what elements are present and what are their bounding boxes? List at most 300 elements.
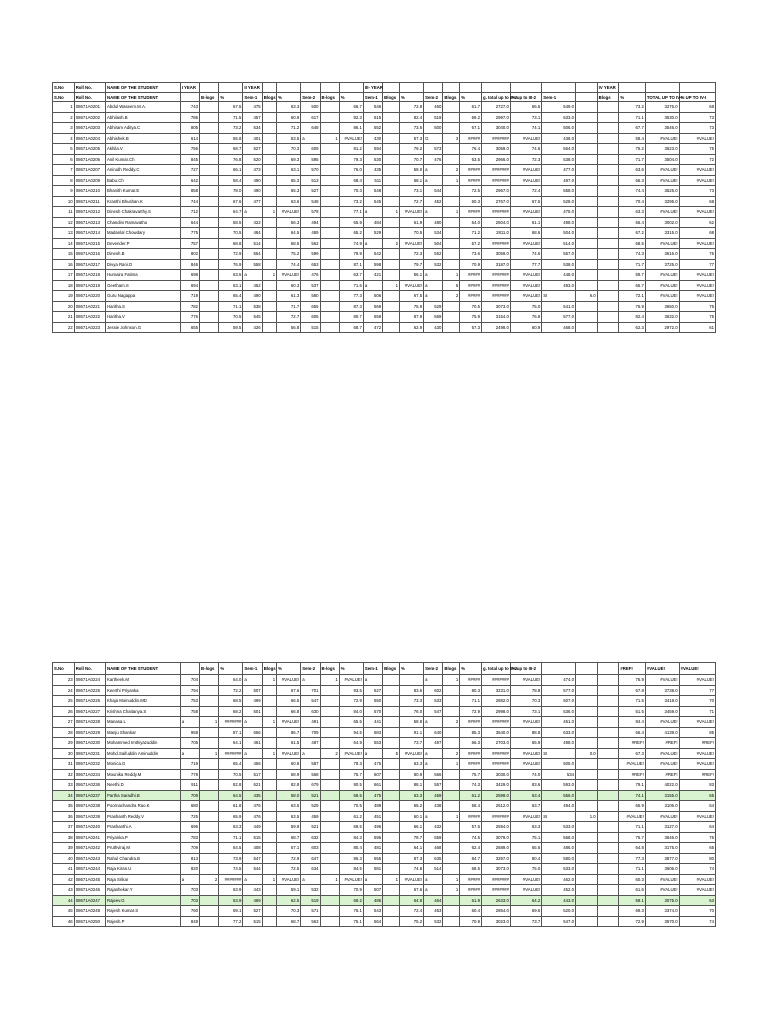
table-cell: 538 bbox=[243, 301, 262, 312]
table-cell: 16 bbox=[53, 259, 75, 270]
table-row bbox=[53, 175, 716, 186]
table-cell: 08671A0218 bbox=[74, 270, 105, 281]
table-cell: 497.0 bbox=[542, 175, 576, 186]
table-cell bbox=[383, 154, 400, 165]
table-cell bbox=[575, 916, 597, 927]
table-cell: 461 bbox=[243, 738, 262, 749]
table-cell bbox=[200, 175, 219, 186]
table-cell: 78.3 bbox=[339, 759, 363, 770]
table-cell: 719 bbox=[180, 291, 199, 302]
table-cell bbox=[383, 822, 400, 833]
table-cell: ####### bbox=[481, 280, 510, 291]
table-cell: 3187.0 bbox=[481, 259, 510, 270]
year-header-row bbox=[53, 83, 716, 93]
table-cell: 3059.0 bbox=[481, 249, 510, 260]
table-row bbox=[53, 270, 716, 281]
table-cell: 6 bbox=[53, 154, 75, 165]
table-cell: 80.9 bbox=[400, 769, 424, 780]
table-cell: 74 bbox=[679, 916, 715, 927]
header-cell: Blogs bbox=[383, 93, 400, 102]
table-cell: 63.3 bbox=[400, 759, 424, 770]
table-cell: #VALUE! bbox=[510, 885, 541, 896]
table-cell bbox=[575, 207, 597, 218]
table-cell bbox=[443, 780, 460, 791]
header-cell: Sem-1 bbox=[363, 93, 382, 102]
table-row bbox=[53, 123, 716, 134]
table-cell: Anirudh Reddy.C bbox=[106, 165, 181, 176]
table-cell: 547 bbox=[424, 706, 443, 717]
table-cell bbox=[597, 822, 619, 833]
table-cell: Rahul Chandra.B bbox=[106, 853, 181, 864]
table-cell: 72.9 bbox=[460, 706, 482, 717]
table-cell: 552 bbox=[363, 123, 382, 134]
header-cell: % bbox=[277, 93, 301, 102]
header-cell bbox=[542, 83, 576, 93]
table-cell: ####### bbox=[481, 759, 510, 770]
table-cell: #VALUE! bbox=[645, 207, 679, 218]
table-cell: 505.0 bbox=[542, 759, 576, 770]
table-cell bbox=[262, 196, 276, 207]
table-cell: 87.9 bbox=[400, 312, 424, 323]
header-cell: Blogs bbox=[597, 93, 619, 102]
table-cell: 73.2 bbox=[219, 123, 243, 134]
table-cell bbox=[320, 196, 339, 207]
table-cell bbox=[383, 301, 400, 312]
table-cell: 481 bbox=[363, 843, 382, 854]
table-cell: 73.3 bbox=[400, 696, 424, 707]
table-cell: 29 bbox=[53, 738, 75, 749]
table-cell: 13 bbox=[53, 228, 75, 239]
table-cell bbox=[262, 154, 276, 165]
table-cell: 533.0 bbox=[542, 822, 576, 833]
table-cell: G bbox=[424, 133, 443, 144]
table-cell: a bbox=[243, 207, 262, 218]
table-cell: 08671A0250 bbox=[74, 916, 105, 927]
table-row bbox=[53, 780, 716, 791]
table-cell: 513 bbox=[301, 175, 320, 186]
table-cell: 56.1 bbox=[400, 270, 424, 281]
table-cell: 86.3 bbox=[339, 853, 363, 864]
table-cell: 760 bbox=[180, 906, 199, 917]
table-cell: 63 bbox=[679, 895, 715, 906]
table-row bbox=[53, 822, 716, 833]
table-cell: 443.0 bbox=[542, 895, 576, 906]
table-cell: a bbox=[363, 675, 382, 686]
table-cell: Raja Srikar bbox=[106, 874, 181, 885]
table-row bbox=[53, 801, 716, 812]
table-cell bbox=[597, 228, 619, 239]
table-cell: 532 bbox=[301, 885, 320, 896]
table-cell: 68.2 bbox=[219, 706, 243, 717]
table-cell: 08671A0243 bbox=[74, 853, 105, 864]
header-cell: IV YEAR bbox=[597, 83, 619, 93]
table-cell bbox=[262, 685, 276, 696]
table-cell bbox=[597, 270, 619, 281]
table-cell: 709 bbox=[180, 790, 199, 801]
table-cell: 701 bbox=[301, 685, 320, 696]
table-cell: 62.9 bbox=[400, 322, 424, 333]
table-cell: 3231.0 bbox=[481, 685, 510, 696]
table-cell: 430 bbox=[363, 133, 382, 144]
table-cell: 59.9 bbox=[277, 822, 301, 833]
table-cell: 3002.0 bbox=[645, 217, 679, 228]
table-cell bbox=[320, 864, 339, 875]
table-cell: 71.6 bbox=[339, 280, 363, 291]
table-cell: 08671A0212 bbox=[74, 207, 105, 218]
table-cell: ####### bbox=[481, 165, 510, 176]
table-cell bbox=[575, 696, 597, 707]
table-cell: 88.1 bbox=[400, 780, 424, 791]
table-cell: 39 bbox=[53, 843, 75, 854]
table-cell: 75.9 bbox=[400, 301, 424, 312]
table-cell: 568.0 bbox=[542, 832, 576, 843]
table-cell: 527 bbox=[243, 906, 262, 917]
table-cell bbox=[597, 259, 619, 270]
table-cell: 3418.0 bbox=[645, 696, 679, 707]
table-cell bbox=[200, 301, 219, 312]
header-cell: Blogs bbox=[263, 94, 276, 100]
table-cell: 72.2 bbox=[219, 685, 243, 696]
table-cell: #VALUE! bbox=[645, 280, 679, 291]
table-cell: a bbox=[301, 748, 320, 759]
table-cell: 846 bbox=[180, 259, 199, 270]
table-cell bbox=[383, 906, 400, 917]
table-cell: ##### bbox=[460, 175, 482, 186]
table-cell bbox=[320, 238, 339, 249]
table-cell bbox=[262, 885, 276, 896]
table-cell: a bbox=[243, 717, 262, 728]
table-cell bbox=[400, 675, 424, 686]
table-cell bbox=[383, 112, 400, 123]
table-cell: ##### bbox=[460, 748, 482, 759]
table-row bbox=[53, 738, 716, 749]
table-cell: 642 bbox=[180, 175, 199, 186]
header-cell bbox=[320, 83, 339, 93]
table-cell: Abhilash.B bbox=[106, 112, 181, 123]
table-cell bbox=[383, 780, 400, 791]
table-cell: a bbox=[363, 238, 382, 249]
table-cell: 08671A0214 bbox=[74, 228, 105, 239]
table-cell bbox=[575, 186, 597, 197]
table-cell: 72.7 bbox=[277, 312, 301, 323]
table-cell bbox=[443, 144, 460, 155]
table-cell bbox=[575, 853, 597, 864]
table-cell: 530 bbox=[363, 154, 382, 165]
table-cell bbox=[575, 801, 597, 812]
table-cell bbox=[262, 322, 276, 333]
table-cell: Humaira Fatima bbox=[106, 270, 181, 281]
table-cell: 529 bbox=[424, 301, 443, 312]
table-cell: 41 bbox=[53, 864, 75, 875]
table-cell: 65.5 bbox=[339, 717, 363, 728]
table-cell: a bbox=[301, 874, 320, 885]
table-cell: 655 bbox=[180, 322, 199, 333]
table-cell: 536.0 bbox=[542, 706, 576, 717]
table-cell bbox=[320, 727, 339, 738]
table-cell: 3315.0 bbox=[645, 228, 679, 239]
header-cell bbox=[679, 83, 715, 93]
table-cell: 70.3 bbox=[277, 906, 301, 917]
table-cell: a bbox=[363, 874, 382, 885]
table-cell: #VALUE! bbox=[645, 874, 679, 885]
table-cell bbox=[262, 801, 276, 812]
table-cell: 564 bbox=[363, 916, 382, 927]
table-cell: SI bbox=[542, 811, 576, 822]
table-cell bbox=[597, 165, 619, 176]
table-cell bbox=[443, 123, 460, 134]
table-cell: 75.9 bbox=[460, 312, 482, 323]
table-cell: 61.8 bbox=[219, 801, 243, 812]
table-cell: 564 bbox=[243, 249, 262, 260]
table-cell bbox=[443, 112, 460, 123]
table-cell: Keerthi Priyanka bbox=[106, 685, 181, 696]
table-cell: 59.1 bbox=[277, 885, 301, 896]
header-cell bbox=[277, 83, 301, 93]
table-cell: 63.5 bbox=[219, 270, 243, 281]
sheet-page-1 bbox=[52, 82, 716, 333]
table-cell: 703 bbox=[180, 895, 199, 906]
table-cell bbox=[383, 228, 400, 239]
table-cell: 68.8 bbox=[219, 238, 243, 249]
table-cell: 88.8 bbox=[510, 727, 541, 738]
table-cell: 569 bbox=[363, 301, 382, 312]
table-cell bbox=[200, 738, 219, 749]
header-cell: NAME OF THE STUDENT bbox=[106, 83, 181, 93]
table-cell: 68 bbox=[679, 228, 715, 239]
table-row bbox=[53, 885, 716, 896]
table-cell: Abhishek.B bbox=[106, 133, 181, 144]
table-cell: 476 bbox=[243, 801, 262, 812]
table-cell: 64.8 bbox=[400, 895, 424, 906]
header-cell bbox=[645, 83, 679, 93]
table-cell: ####### bbox=[481, 207, 510, 218]
table-cell bbox=[443, 685, 460, 696]
table-cell: 778 bbox=[180, 769, 199, 780]
table-cell: 607 bbox=[363, 769, 382, 780]
table-cell: a bbox=[363, 748, 382, 759]
table-cell: 486 bbox=[363, 895, 382, 906]
table-cell: 2504.0 bbox=[481, 217, 510, 228]
table-cell: 23 bbox=[53, 675, 75, 686]
table-row bbox=[53, 186, 716, 197]
header-cell: B-logs bbox=[200, 663, 219, 675]
table-cell bbox=[443, 727, 460, 738]
table-cell bbox=[443, 217, 460, 228]
table-cell: ####### bbox=[481, 133, 510, 144]
table-cell: 520.0 bbox=[542, 906, 576, 917]
table-cell: 76.8 bbox=[219, 154, 243, 165]
table-cell: #VALUE! bbox=[510, 291, 541, 302]
table-cell: 500 bbox=[301, 102, 320, 113]
table-cell: a bbox=[243, 675, 262, 686]
table-cell: 2633.0 bbox=[481, 895, 510, 906]
table-cell bbox=[597, 853, 619, 864]
table-cell bbox=[262, 738, 276, 749]
table-cell bbox=[443, 843, 460, 854]
table-cell: 64.9 bbox=[339, 738, 363, 749]
table-cell: ####### bbox=[219, 874, 243, 885]
table-cell: a bbox=[243, 270, 262, 281]
table-cell: 3059.0 bbox=[481, 144, 510, 155]
table-cell: 491 bbox=[301, 717, 320, 728]
table-cell bbox=[383, 322, 400, 333]
table-cell: 544 bbox=[243, 864, 262, 875]
table-cell: 74.9 bbox=[339, 238, 363, 249]
table-cell: 2 bbox=[443, 717, 460, 728]
table-cell: #VALUE! bbox=[400, 238, 424, 249]
table-cell: 1 bbox=[262, 874, 276, 885]
table-row bbox=[53, 217, 716, 228]
table-cell: 70.5 bbox=[219, 769, 243, 780]
table-cell: 3030.0 bbox=[481, 769, 510, 780]
table-cell: 452 bbox=[243, 280, 262, 291]
table-cell: 08671A0220 bbox=[74, 291, 105, 302]
table-cell: 90.5 bbox=[339, 780, 363, 791]
table-cell: 72.9 bbox=[219, 249, 243, 260]
table-cell bbox=[320, 112, 339, 123]
table-cell bbox=[262, 864, 276, 875]
table-cell: 26 bbox=[53, 706, 75, 717]
table-cell: 32 bbox=[53, 769, 75, 780]
table-cell: 76.4 bbox=[460, 144, 482, 155]
table-cell bbox=[597, 874, 619, 885]
table-cell: 558 bbox=[243, 259, 262, 270]
table-cell: 61.5 bbox=[277, 738, 301, 749]
table-cell: 08671A0230 bbox=[74, 738, 105, 749]
table-cell: 70.3 bbox=[277, 144, 301, 155]
table-cell bbox=[262, 832, 276, 843]
table-cell bbox=[383, 801, 400, 812]
table-cell: 8 bbox=[53, 175, 75, 186]
table-cell: 549.0 bbox=[542, 102, 576, 113]
table-cell bbox=[200, 196, 219, 207]
table-cell: 521 bbox=[301, 790, 320, 801]
table-cell: 73.6 bbox=[400, 123, 424, 134]
table-cell bbox=[320, 123, 339, 134]
table-cell: #VALUE! bbox=[510, 165, 541, 176]
header-cell: % bbox=[339, 93, 363, 102]
table-cell: ##### bbox=[460, 280, 482, 291]
table-cell: 20 bbox=[53, 301, 75, 312]
table-cell: 65.6 bbox=[510, 843, 541, 854]
table-cell: 59.7 bbox=[619, 270, 646, 281]
table-cell: 38 bbox=[53, 832, 75, 843]
table-cell: 58.0 bbox=[400, 165, 424, 176]
table-cell: a bbox=[180, 874, 199, 885]
table-cell: 476 bbox=[424, 154, 443, 165]
table-cell: 3738.0 bbox=[645, 685, 679, 696]
table-cell: 474.0 bbox=[542, 675, 576, 686]
table-cell: 08671A0238 bbox=[74, 801, 105, 812]
table-cell: 958 bbox=[180, 727, 199, 738]
table-cell: 480 bbox=[424, 217, 443, 228]
table-cell bbox=[383, 123, 400, 134]
table-cell: #VALUE! bbox=[645, 175, 679, 186]
table-cell: 75 bbox=[679, 832, 715, 843]
table-cell: 59.1 bbox=[619, 895, 646, 906]
table-cell: 65.3 bbox=[277, 186, 301, 197]
header-cell: B-logs bbox=[320, 93, 339, 102]
table-cell bbox=[443, 312, 460, 323]
table-cell: 593.0 bbox=[542, 780, 576, 791]
header-cell: g. total up to III-2 bbox=[482, 94, 518, 100]
table-cell: 477.0 bbox=[542, 165, 576, 176]
table-cell bbox=[262, 843, 276, 854]
table-cell bbox=[200, 238, 219, 249]
table-cell: 2997.0 bbox=[481, 112, 510, 123]
table-cell: 679 bbox=[301, 780, 320, 791]
table-cell: 1.0 bbox=[575, 811, 597, 822]
table-cell bbox=[383, 144, 400, 155]
table-cell: 532 bbox=[424, 916, 443, 927]
table-cell: #VALUE! bbox=[510, 717, 541, 728]
table-cell: Babu.Ch bbox=[106, 175, 181, 186]
table-cell: 08671A0225 bbox=[74, 685, 105, 696]
table-cell: 70.3 bbox=[339, 186, 363, 197]
table-cell: 501 bbox=[243, 706, 262, 717]
table-cell bbox=[443, 228, 460, 239]
table-cell: 566 bbox=[424, 769, 443, 780]
table-cell: 71.7 bbox=[619, 154, 646, 165]
table-cell bbox=[320, 217, 339, 228]
table-cell bbox=[597, 832, 619, 843]
table-row bbox=[53, 154, 716, 165]
table-cell: a bbox=[424, 811, 443, 822]
table-cell: 757 bbox=[180, 238, 199, 249]
table-cell bbox=[597, 843, 619, 854]
table-cell bbox=[320, 843, 339, 854]
table-cell: 71.5 bbox=[219, 112, 243, 123]
table-cell: 430 bbox=[424, 322, 443, 333]
header-cell: S.No bbox=[53, 663, 75, 675]
table-cell bbox=[597, 112, 619, 123]
table-cell: 3297.0 bbox=[481, 853, 510, 864]
header-cell: S.No bbox=[53, 93, 75, 102]
table-cell: 58.4 bbox=[219, 175, 243, 186]
table-cell: 422 bbox=[243, 217, 262, 228]
table-cell bbox=[597, 906, 619, 917]
table-cell: 719 bbox=[180, 759, 199, 770]
table-cell: 486.0 bbox=[542, 843, 576, 854]
table-cell: 61.9 bbox=[460, 895, 482, 906]
table-cell: ##### bbox=[460, 207, 482, 218]
table-cell: 1 bbox=[443, 270, 460, 281]
table-cell: 72.7 bbox=[400, 196, 424, 207]
table-cell: 3078.0 bbox=[481, 832, 510, 843]
table-cell: 94.5 bbox=[339, 727, 363, 738]
table-cell: 71.1 bbox=[619, 864, 646, 875]
table-cell: 75.7 bbox=[339, 769, 363, 780]
table-cell: 2 bbox=[200, 874, 219, 885]
table-cell bbox=[575, 112, 597, 123]
table-cell: 1 bbox=[443, 811, 460, 822]
table-cell: 401 bbox=[243, 133, 262, 144]
table-cell: 3154.0 bbox=[481, 312, 510, 323]
table-cell: ##### bbox=[460, 717, 482, 728]
table-cell: 562 bbox=[301, 238, 320, 249]
table-cell: 40 bbox=[53, 853, 75, 864]
table-cell bbox=[443, 801, 460, 812]
table-cell: 507.0 bbox=[542, 696, 576, 707]
table-cell: 661 bbox=[363, 780, 382, 791]
table-cell: 704 bbox=[180, 675, 199, 686]
table-cell bbox=[320, 165, 339, 176]
table-cell: 542 bbox=[363, 249, 382, 260]
table-cell: 60.1 bbox=[400, 811, 424, 822]
table-cell: 552 bbox=[424, 249, 443, 260]
table-cell: 60.8 bbox=[277, 759, 301, 770]
table-cell: 76.9 bbox=[219, 259, 243, 270]
